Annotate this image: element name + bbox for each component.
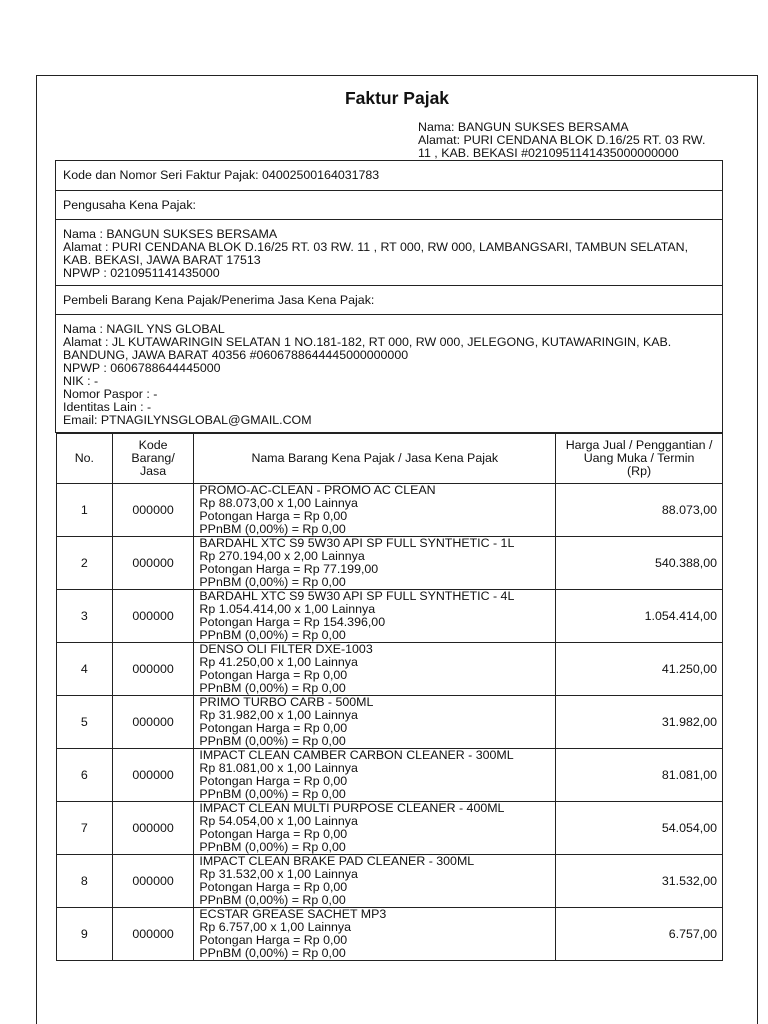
row-amount: 54.054,00 [556, 802, 723, 855]
pkp-heading: Pengusaha Kena Pajak: [63, 197, 196, 212]
header-code [112, 434, 194, 484]
pkp-address-2: KAB. BEKASI, JAWA BARAT 17513 [63, 253, 261, 267]
seller-header-name: Nama: BANGUN SUKSES BERSAMA [418, 120, 629, 134]
row-amount: 31.982,00 [556, 696, 723, 749]
row-qty-price: Rp 41.250,00 x 1,00 Lainnya [199, 655, 358, 669]
row-item-name: PROMO-AC-CLEAN - PROMO AC CLEAN [199, 483, 436, 497]
row-ppnbm: PPnBM (0,00%) = Rp 0,00 [199, 787, 346, 801]
row-ppnbm: PPnBM (0,00%) = Rp 0,00 [199, 734, 346, 748]
table-row [57, 855, 723, 908]
table-row [57, 908, 723, 961]
row-description [194, 590, 556, 643]
row-item-name: BARDAHL XTC S9 5W30 API SP FULL SYNTHETIC - 1L [199, 536, 515, 550]
row-description [194, 802, 556, 855]
header-price-line-2: Uang Muka / Termin [583, 451, 695, 465]
row-amount: 1.054.414,00 [556, 590, 723, 643]
table-row [57, 749, 723, 802]
buyer-other-id: Identitas Lain : - [63, 400, 152, 414]
row-discount: Potongan Harga = Rp 154.396,00 [199, 615, 386, 629]
buyer-passport: Nomor Paspor : - [63, 387, 158, 401]
table-row [57, 802, 723, 855]
row-discount: Potongan Harga = Rp 0,00 [199, 509, 348, 523]
row-qty-price: Rp 270.194,00 x 2,00 Lainnya [199, 549, 365, 563]
row-code: 000000 [112, 537, 194, 590]
seller-header-address-2: 11 , KAB. BEKASI #0210951141435000000000 [418, 146, 679, 160]
row-no: 7 [57, 802, 113, 855]
row-code: 000000 [112, 749, 194, 802]
row-qty-price: Rp 31.982,00 x 1,00 Lainnya [199, 708, 358, 722]
row-item-name: IMPACT CLEAN CAMBER CARBON CLEANER - 300ML [199, 748, 514, 762]
row-discount: Potongan Harga = Rp 0,00 [199, 721, 348, 735]
items-table [56, 433, 723, 961]
seller-header-address-1: Alamat: PURI CENDANA BLOK D.16/25 RT. 03 RW. [418, 133, 706, 147]
row-qty-price: Rp 6.757,00 x 1,00 Lainnya [199, 920, 351, 934]
row-ppnbm: PPnBM (0,00%) = Rp 0,00 [199, 893, 346, 907]
buyer-email: Email: PTNAGILYNSGLOBAL@GMAIL.COM [63, 413, 312, 427]
row-amount: 31.532,00 [556, 855, 723, 908]
row-code: 000000 [112, 643, 194, 696]
row-qty-price: Rp 31.532,00 x 1,00 Lainnya [199, 867, 358, 881]
page-title: Faktur Pajak [344, 88, 450, 108]
row-item-name: IMPACT CLEAN MULTI PURPOSE CLEANER - 400ML [199, 801, 505, 815]
row-item-name: BARDAHL XTC S9 5W30 API SP FULL SYNTHETIC - 4L [199, 589, 515, 603]
row-qty-price: Rp 81.081,00 x 1,00 Lainnya [199, 761, 358, 775]
header-price [556, 434, 723, 484]
row-amount: 41.250,00 [556, 643, 723, 696]
row-description [194, 749, 556, 802]
row-no: 9 [57, 908, 113, 961]
row-no: 4 [57, 643, 113, 696]
row-description [194, 484, 556, 537]
row-ppnbm: PPnBM (0,00%) = Rp 0,00 [199, 840, 346, 854]
pkp-npwp: NPWP : 0210951141435000 [63, 266, 220, 280]
row-no: 1 [57, 484, 113, 537]
row-description [194, 908, 556, 961]
row-discount: Potongan Harga = Rp 0,00 [199, 827, 348, 841]
row-code: 000000 [112, 855, 194, 908]
table-row [57, 590, 723, 643]
row-amount: 540.388,00 [556, 537, 723, 590]
buyer-address-2: BANDUNG, JAWA BARAT 40356 #0606788644445000000000 [63, 348, 409, 362]
buyer-address-1: Alamat : JL KUTAWARINGIN SELATAN 1 NO.181-182, RT 000, RW 000, JELEGONG, KUTAWARINGIN, KAB. [63, 335, 672, 349]
row-code: 000000 [112, 696, 194, 749]
row-code: 000000 [112, 802, 194, 855]
table-row [57, 537, 723, 590]
row-description [194, 696, 556, 749]
row-qty-price: Rp 1.054.414,00 x 1,00 Lainnya [199, 602, 376, 616]
row-amount: 81.081,00 [556, 749, 723, 802]
header-code-line-2: Barang/ [131, 451, 175, 465]
row-code: 000000 [112, 590, 194, 643]
row-no: 2 [57, 537, 113, 590]
row-item-name: IMPACT CLEAN BRAKE PAD CLEANER - 300ML [199, 854, 475, 868]
row-amount: 6.757,00 [556, 908, 723, 961]
header-code-line-3: Jasa [139, 464, 167, 478]
buyer-name: Nama : NAGIL YNS GLOBAL [63, 322, 225, 336]
row-item-name: PRIMO TURBO CARB - 500ML [199, 695, 374, 709]
invoice-page [36, 75, 758, 1024]
row-ppnbm: PPnBM (0,00%) = Rp 0,00 [199, 628, 346, 642]
row-ppnbm: PPnBM (0,00%) = Rp 0,00 [199, 681, 346, 695]
row-ppnbm: PPnBM (0,00%) = Rp 0,00 [199, 946, 346, 960]
items-table-body [57, 484, 723, 961]
row-ppnbm: PPnBM (0,00%) = Rp 0,00 [199, 575, 346, 589]
serial-number: Kode dan Nomor Seri Faktur Pajak: 04002500164031783 [63, 168, 380, 182]
buyer-heading: Pembeli Barang Kena Pajak/Penerima Jasa Kena Pajak: [63, 292, 375, 307]
seller-header [418, 121, 738, 160]
row-no: 8 [57, 855, 113, 908]
row-discount: Potongan Harga = Rp 0,00 [199, 774, 348, 788]
table-row [57, 484, 723, 537]
row-discount: Potongan Harga = Rp 0,00 [199, 668, 348, 682]
buyer-npwp: NPWP : 0606788644445000 [63, 361, 221, 375]
pkp-name: Nama : BANGUN SUKSES BERSAMA [63, 227, 278, 241]
header-item-name: Nama Barang Kena Pajak / Jasa Kena Pajak [194, 434, 556, 484]
serial-number-box [55, 160, 723, 191]
row-qty-price: Rp 54.054,00 x 1,00 Lainnya [199, 814, 358, 828]
buyer-heading-box [55, 285, 723, 315]
row-description [194, 643, 556, 696]
buyer-details-box [55, 314, 723, 433]
row-amount: 88.073,00 [556, 484, 723, 537]
row-item-name: DENSO OLI FILTER DXE-1003 [199, 642, 373, 656]
table-row [57, 643, 723, 696]
pkp-address-1: Alamat : PURI CENDANA BLOK D.16/25 RT. 03 RW. 11 , RT 000, RW 000, LAMBANGSARI, TAMBUN SELATAN, [63, 240, 689, 254]
row-qty-price: Rp 88.073,00 x 1,00 Lainnya [199, 496, 358, 510]
header-price-line-3: (Rp) [627, 464, 652, 478]
table-row [57, 696, 723, 749]
row-discount: Potongan Harga = Rp 77.199,00 [199, 562, 379, 576]
row-discount: Potongan Harga = Rp 0,00 [199, 880, 348, 894]
row-description [194, 537, 556, 590]
pkp-heading-box [55, 190, 723, 220]
row-description [194, 855, 556, 908]
header-price-line-1: Harga Jual / Penggantian / [565, 438, 713, 452]
row-no: 6 [57, 749, 113, 802]
row-discount: Potongan Harga = Rp 0,00 [199, 933, 348, 947]
header-code-line-1: Kode [138, 438, 168, 452]
row-item-name: ECSTAR GREASE SACHET MP3 [199, 907, 387, 921]
table-header-row [57, 434, 723, 484]
header-no: No. [57, 434, 113, 484]
buyer-nik: NIK : - [63, 374, 99, 388]
row-no: 3 [57, 590, 113, 643]
row-code: 000000 [112, 908, 194, 961]
pkp-details-box [55, 219, 723, 286]
row-no: 5 [57, 696, 113, 749]
row-ppnbm: PPnBM (0,00%) = Rp 0,00 [199, 522, 346, 536]
row-code: 000000 [112, 484, 194, 537]
